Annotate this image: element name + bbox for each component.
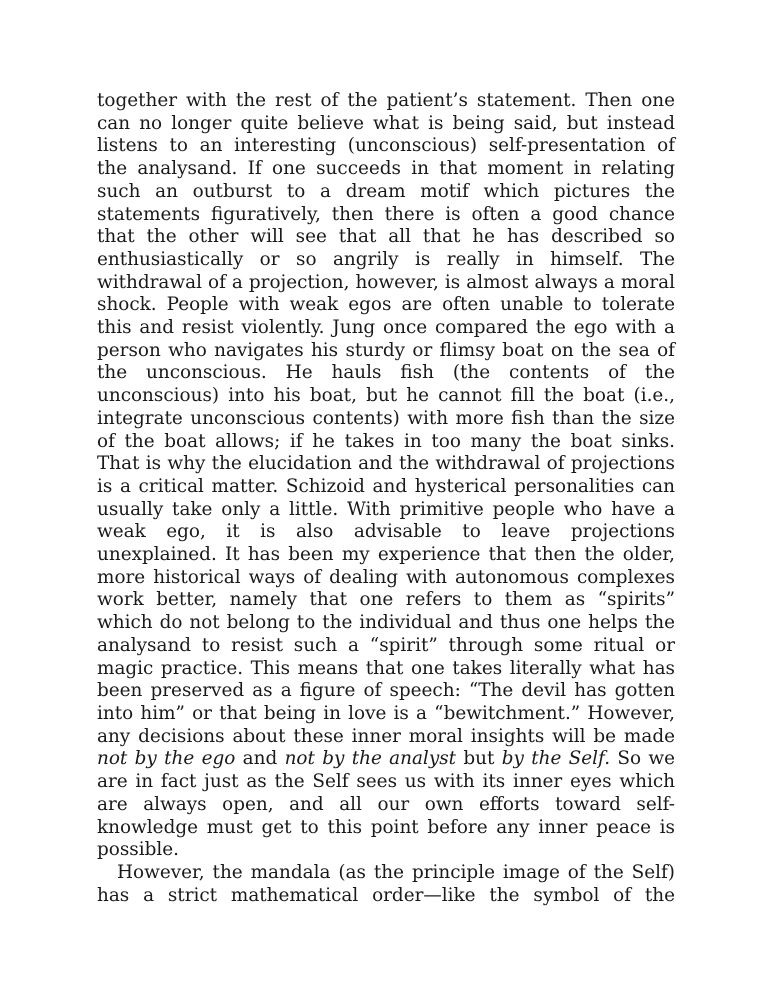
paragraph-2 <box>97 862 675 907</box>
paragraph-1 <box>97 90 675 862</box>
text-run: So we are in fact just as the Self sees us with its inner eyes which are always open, and all our own efforts toward self-knowledge must get to this point before any inner peace is possible. <box>97 748 676 861</box>
italic-run: by the Self. <box>501 748 611 770</box>
italic-run: not by the ego <box>97 748 236 770</box>
text-run: and <box>235 748 285 770</box>
book-page <box>97 90 675 907</box>
text-run: However, the mandala (as the principle image of the Self) has a strict mathematical order—like the symbol of the <box>97 861 675 906</box>
text-run: together with the rest of the patient’s statement. Then one can no longer quite believe what is being said, but instead listens to an interesting (unconscious) self-presentation of the analysand. If one succeeds in that moment in relating such an outburst to a dream motif which pictures the statements figuratively, then there is often a good chance that the other will see that all that he has described so enthusiastically or so angrily is really in himself. The withdrawal of a projection, however, is almost always a moral shock. People with weak egos are often unable to tolerate this and resist violently. Jung once compared the ego with a person who navigates his sturdy or flimsy boat on the sea of the unconscious. He hauls fish (the contents of the unconscious) into his boat, but he cannot fill the boat (i.e., integrate unconscious contents) with more fish than the size of the boat allows; if he takes in too many the boat sinks. That is why the elucidation and the withdrawal of projections is a critical matter. Schizoid and hysterical personalities can usually take only a little. With primitive people who have a weak ego, it is also advisable to leave projections unexplained. It has been my experience that then the older, more historical ways of dealing with autonomous complexes work better, namely that one refers to them as “spirits” which do not belong to the individual and thus one helps the analysand to resist such a “spirit” through some ritual or magic practice. This means that one takes literally what has been preserved as a figure of speech: “The devil has gotten into him” or that being in love is a “bewitchment.” However, any decisions about these inner moral insights will be made <box>97 90 675 747</box>
italic-run: not by the analyst <box>284 748 457 770</box>
text-run: but <box>456 748 502 770</box>
